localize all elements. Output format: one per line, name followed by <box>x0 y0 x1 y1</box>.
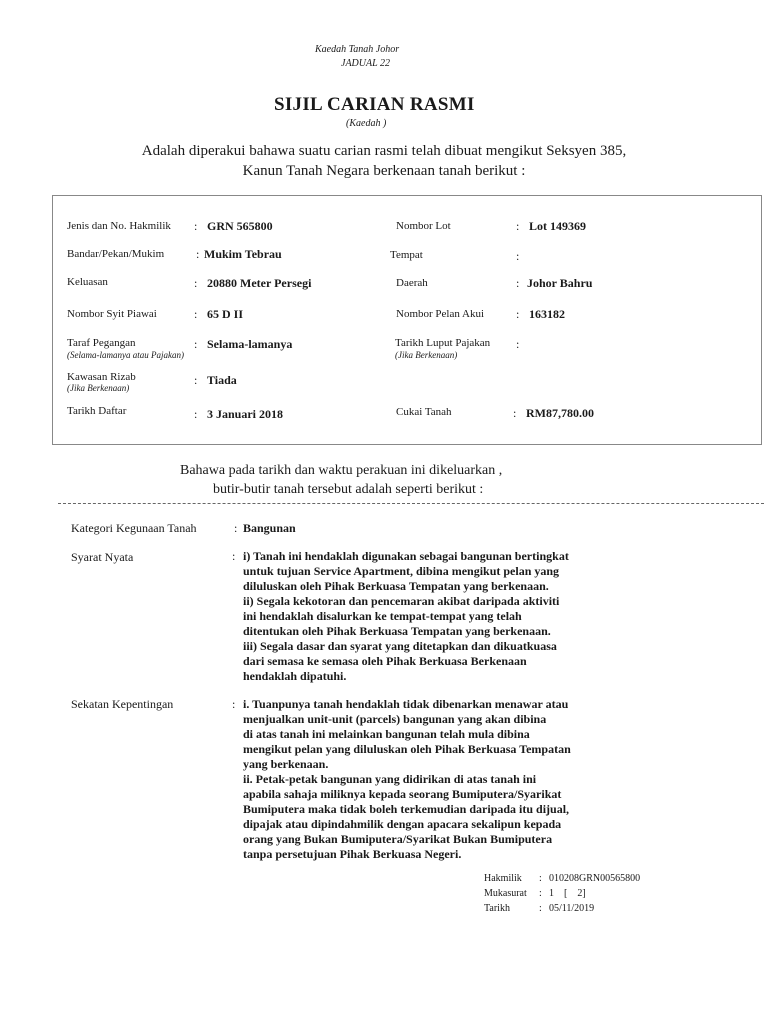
syarat-line: ii) Segala kekotoran dan pencemaran akibat daripada aktiviti <box>243 594 560 608</box>
kategori-label: Kategori Kegunaan Tanah <box>71 521 197 535</box>
pegangan-colon: : <box>194 337 198 351</box>
luput-colon: : <box>516 337 520 351</box>
syarat-line: untuk tujuan Service Apartment, dibina mengikut pelan yang <box>243 564 560 578</box>
daftar-label: Tarikh Daftar <box>67 405 127 417</box>
syarat-line: i) Tanah ini hendaklah digunakan sebagai bangunan bertingkat <box>243 549 569 563</box>
pelan-label: Nombor Pelan Akui <box>396 308 484 320</box>
pelan-colon: : <box>516 307 520 321</box>
syarat-line: ditentukan oleh Pihak Berkuasa Tempatan yang berkenaan. <box>243 624 551 638</box>
sekatan-line: apabila sahaja miliknya kepada seorang Bumiputera/Syarikat <box>243 787 562 801</box>
lot-value: Lot 149369 <box>529 219 586 233</box>
syit-value: 65 D II <box>207 307 244 321</box>
hakmilik-label: Jenis dan No. Hakmilik <box>67 220 171 232</box>
hakmilik-value: GRN 565800 <box>207 219 273 233</box>
rizab-value: Tiada <box>207 373 237 387</box>
cukai-value: RM87,780.00 <box>526 406 594 420</box>
footer-tarikh-value: 05/11/2019 <box>549 903 595 914</box>
sekatan-line: menjualkan unit-unit (parcels) bangunan yang akan dibina <box>243 712 547 726</box>
footer-hakmilik-value: 010208GRN00565800 <box>549 873 641 884</box>
keluasan-value: 20880 Meter Persegi <box>207 276 312 290</box>
syarat-label: Syarat Nyata <box>71 550 134 564</box>
section-divider <box>58 503 764 504</box>
act-reference: Kaedah Tanah Johor <box>315 44 400 55</box>
sekatan-line: orang yang Bukan Bumiputera/Syarikat Bukan Bumiputera <box>243 832 553 846</box>
mukim-value: Mukim Tebrau <box>204 247 282 261</box>
cukai-label: Cukai Tanah <box>396 406 452 418</box>
footer-tarikh-colon: : <box>539 903 542 914</box>
intro-line-2: Kanun Tanah Negara berkenaan tanah berikut : <box>242 163 526 179</box>
document-subtitle: (Kaedah ) <box>346 118 387 129</box>
intro-line-1: Adalah diperakui bahawa suatu carian rasmi telah dibuat mengikut Seksyen 385, <box>141 143 627 159</box>
sekatan-line: tanpa persetujuan Pihak Berkuasa Negeri. <box>243 847 462 861</box>
lot-label: Nombor Lot <box>396 220 451 232</box>
syit-colon: : <box>194 307 198 321</box>
rizab-sublabel: (Jika Berkenaan) <box>67 383 130 393</box>
hakmilik-colon: : <box>194 219 198 233</box>
rizab-label: Kawasan Rizab <box>67 371 136 383</box>
syarat-text <box>243 549 643 684</box>
syarat-colon: : <box>232 549 236 563</box>
luput-label: Tarikh Luput Pajakan <box>395 337 491 349</box>
keluasan-label: Keluasan <box>67 276 108 288</box>
footer-mukasurat-label: Mukasurat <box>484 888 527 899</box>
syarat-line: diluluskan oleh Pihak Berkuasa Tempatan yang berkenaan. <box>243 579 549 593</box>
pegangan-label: Taraf Pegangan <box>67 337 136 349</box>
tempat-colon: : <box>516 249 520 263</box>
sekatan-line: dipajak atau dipindahmilik dengan apacara sekalipun kepada <box>243 817 562 831</box>
pegangan-value: Selama-lamanya <box>207 337 293 351</box>
sekatan-label: Sekatan Kepentingan <box>71 697 174 711</box>
pegangan-sublabel: (Selama-lamanya atau Pajakan) <box>67 350 184 360</box>
pelan-value: 163182 <box>529 307 565 321</box>
footer-mukasurat-value: 1 [ 2] <box>549 888 586 899</box>
footer-hakmilik-label: Hakmilik <box>484 873 522 884</box>
daerah-label: Daerah <box>396 277 428 289</box>
daerah-value: Johor Bahru <box>527 276 593 290</box>
rizab-colon: : <box>194 373 198 387</box>
sekatan-line: i. Tuanpunya tanah hendaklah tidak dibenarkan menawar atau <box>243 697 569 711</box>
document-title: SIJIL CARIAN RASMI <box>274 94 475 115</box>
cukai-colon: : <box>513 406 517 420</box>
daftar-colon: : <box>194 407 198 421</box>
kategori-value: Bangunan <box>243 521 296 535</box>
daerah-colon: : <box>516 276 520 290</box>
keluasan-colon: : <box>194 276 198 290</box>
mukim-label: Bandar/Pekan/Mukim <box>67 248 165 260</box>
sekatan-line: ii. Petak-petak bangunan yang didirikan di atas tanah ini <box>243 772 537 786</box>
sekatan-line: mengikut pelan yang diluluskan oleh Pihak Berkuasa Tempatan <box>243 742 571 756</box>
sekatan-text <box>243 697 643 862</box>
statement-line-2: butir-butir tanah tersebut adalah seperti berikut : <box>213 482 484 497</box>
statement-line-1: Bahawa pada tarikh dan waktu perakuan ini dikeluarkan , <box>180 463 503 478</box>
syarat-line: hendaklah dipatuhi. <box>243 669 347 683</box>
luput-sublabel: (Jika Berkenaan) <box>395 350 458 360</box>
sekatan-line: yang berkenaan. <box>243 757 329 771</box>
kategori-colon: : <box>234 521 238 535</box>
daftar-value: 3 Januari 2018 <box>207 407 284 421</box>
syarat-line: ini hendaklah disalurkan ke tempat-tempat yang telah <box>243 609 522 623</box>
syit-label: Nombor Syit Piawai <box>67 308 157 320</box>
sekatan-line: Bumiputera maka tidak boleh terkemudian daripada itu dijual, <box>243 802 570 816</box>
schedule-number: JADUAL 22 <box>341 58 390 69</box>
lot-colon: : <box>516 219 520 233</box>
footer-tarikh-label: Tarikh <box>484 903 510 914</box>
sekatan-line: di atas tanah ini melainkan bangunan telah mula dibina <box>243 727 530 741</box>
footer-hakmilik-colon: : <box>539 873 542 884</box>
syarat-line: dari semasa ke semasa oleh Pihak Berkuasa Berkenaan <box>243 654 527 668</box>
syarat-line: iii) Segala dasar dan syarat yang ditetapkan dan dikuatkuasa <box>243 639 557 653</box>
tempat-label: Tempat <box>390 249 423 261</box>
mukim-colon: : <box>196 247 200 261</box>
sekatan-colon: : <box>232 697 236 711</box>
footer-mukasurat-colon: : <box>539 888 542 899</box>
